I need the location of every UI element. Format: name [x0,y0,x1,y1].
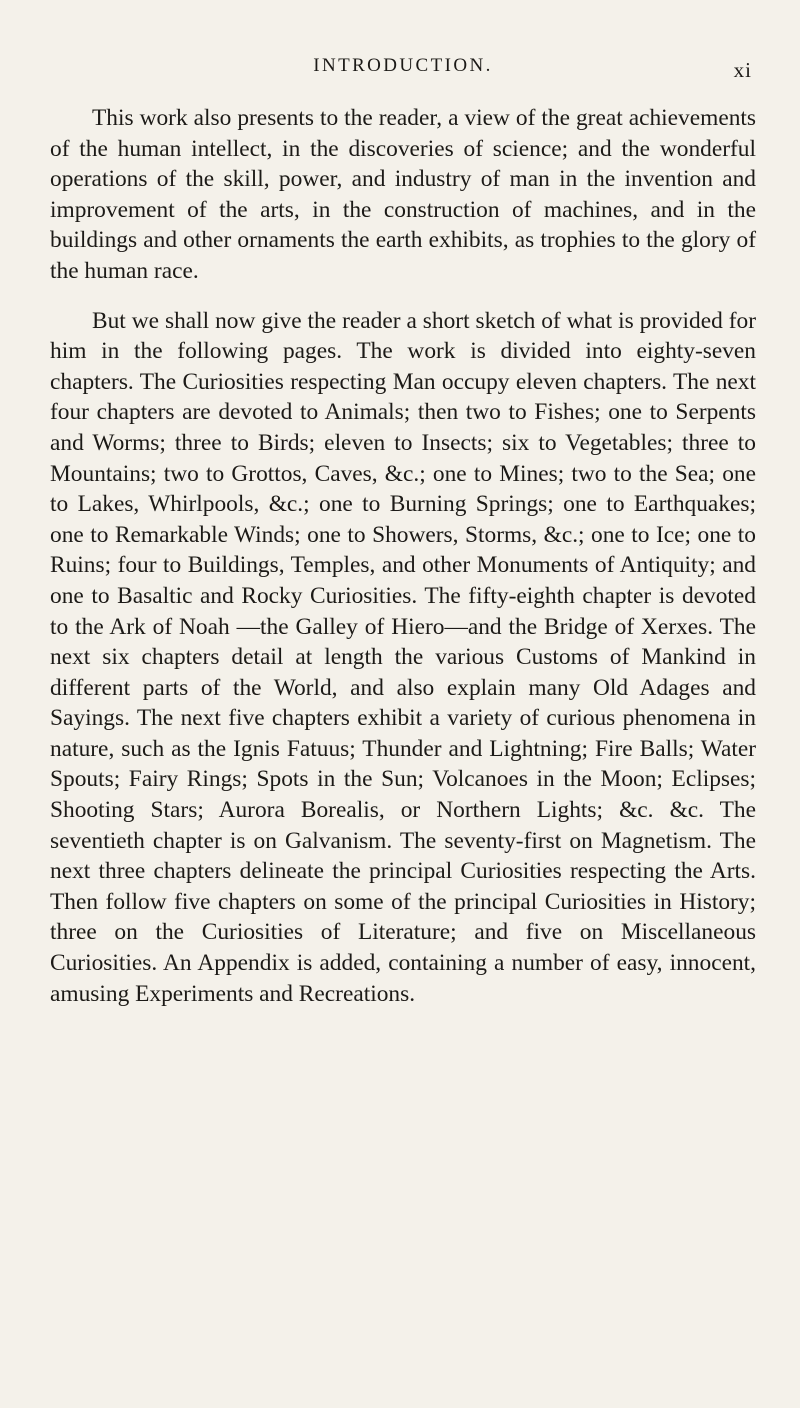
paragraph-contents-sketch: But we shall now give the reader a short sketch of what is provided for him in the following pages. The work is divided into eighty-seven chapters. The Curiosities respecting Man occupy eleven chapters. The next four chapters are devoted to Animals; then two to Fishes; one to Serpents and Worms; three to Birds; eleven to Insects; six to Vegetables; three to Mountains; two to Grottos, Caves, &c.; one to Mines; two to the Sea; one to Lakes, Whirlpools, &c.; one to Burning Springs; one to Earthquakes; one to Remarkable Winds; one to Showers, Storms, &c.; one to Ice; one to Ruins; four to Buildings, Temples, and other Monuments of Antiquity; and one to Basaltic and Rocky Curiosities. The fifty-eighth chapter is devoted to the Ark of Noah —the Galley of Hiero—and the Bridge of Xerxes. The next six chapters detail at length the various Customs of Mankind in different parts of the World, and also explain many Old Adages and Sayings. The next five chapters exhibit a variety of curious phenomena in nature, such as the Ignis Fatuus; Thunder and Lightning; Fire Balls; Water Spouts; Fairy Rings; Spots in the Sun; Volcanoes in the Moon; Eclipses; Shooting Stars; Aurora Borealis, or Northern Lights; &c. &c. The seventieth chapter is on Galvanism. The seventy-first on Magnetism. The next three chapters delineate the principal Curiosities respecting the Arts. Then follow five chapters on some of the principal Curiosities in History; three on the Curiosities of Literature; and five on Miscellaneous Curiosities. An Appendix is added, containing a number of easy, innocent, amusing Experiments and Recreations. [50,307,756,1007]
body-text [50,103,756,1009]
running-title: INTRODUCTION. [313,55,493,76]
page-number: xi [733,58,752,82]
running-head [50,0,756,82]
paragraph-achievements: This work also presents to the reader, a view of the great achievements of the human intellect, in the discoveries of science; and the wonderful operations of the skill, power, and industry of man in the invention and improvement of the arts, in the construction of machines, and in the buildings and other ornaments the earth exhibits, as trophies to the glory of the human race. [50,105,756,284]
